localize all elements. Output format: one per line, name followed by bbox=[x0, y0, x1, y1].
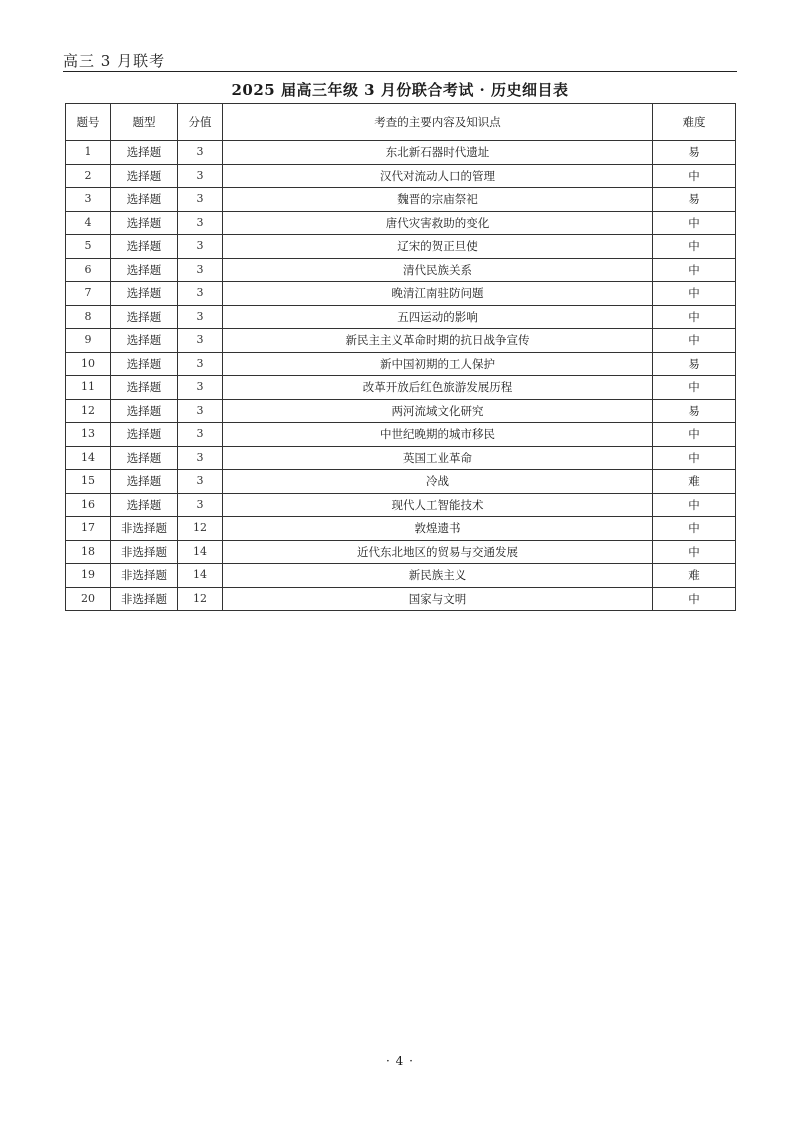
cell-difficulty: 中 bbox=[653, 376, 736, 400]
header-divider bbox=[63, 71, 737, 72]
table-row bbox=[66, 446, 736, 470]
cell-content: 新民族主义 bbox=[223, 564, 653, 588]
cell-number: 10 bbox=[66, 352, 111, 376]
cell-type: 选择题 bbox=[111, 305, 178, 329]
cell-content: 冷战 bbox=[223, 470, 653, 494]
cell-number: 8 bbox=[66, 305, 111, 329]
cell-type: 选择题 bbox=[111, 188, 178, 212]
cell-difficulty: 易 bbox=[653, 141, 736, 165]
cell-type: 非选择题 bbox=[111, 564, 178, 588]
table-row bbox=[66, 376, 736, 400]
table-row bbox=[66, 587, 736, 611]
cell-difficulty: 中 bbox=[653, 305, 736, 329]
table-body bbox=[66, 141, 736, 611]
table-row bbox=[66, 399, 736, 423]
table-row bbox=[66, 540, 736, 564]
cell-content: 近代东北地区的贸易与交通发展 bbox=[223, 540, 653, 564]
cell-number: 7 bbox=[66, 282, 111, 306]
cell-type: 非选择题 bbox=[111, 587, 178, 611]
table-row bbox=[66, 235, 736, 259]
cell-difficulty: 中 bbox=[653, 258, 736, 282]
cell-content: 魏晋的宗庙祭祀 bbox=[223, 188, 653, 212]
cell-score: 3 bbox=[178, 423, 223, 447]
column-header-number: 题号 bbox=[66, 104, 111, 141]
cell-type: 选择题 bbox=[111, 141, 178, 165]
cell-type: 选择题 bbox=[111, 376, 178, 400]
cell-difficulty: 易 bbox=[653, 352, 736, 376]
cell-type: 选择题 bbox=[111, 258, 178, 282]
cell-number: 20 bbox=[66, 587, 111, 611]
cell-difficulty: 中 bbox=[653, 423, 736, 447]
column-header-content: 考查的主要内容及知识点 bbox=[223, 104, 653, 141]
cell-number: 4 bbox=[66, 211, 111, 235]
cell-number: 1 bbox=[66, 141, 111, 165]
cell-content: 辽宋的贺正旦使 bbox=[223, 235, 653, 259]
table-row bbox=[66, 141, 736, 165]
cell-content: 中世纪晚期的城市移民 bbox=[223, 423, 653, 447]
cell-type: 非选择题 bbox=[111, 517, 178, 541]
cell-score: 3 bbox=[178, 305, 223, 329]
cell-score: 12 bbox=[178, 587, 223, 611]
cell-score: 3 bbox=[178, 376, 223, 400]
cell-content: 东北新石器时代遗址 bbox=[223, 141, 653, 165]
cell-type: 选择题 bbox=[111, 493, 178, 517]
cell-number: 6 bbox=[66, 258, 111, 282]
cell-score: 14 bbox=[178, 564, 223, 588]
cell-number: 9 bbox=[66, 329, 111, 353]
cell-score: 3 bbox=[178, 446, 223, 470]
cell-score: 3 bbox=[178, 141, 223, 165]
cell-difficulty: 中 bbox=[653, 446, 736, 470]
cell-score: 14 bbox=[178, 540, 223, 564]
cell-difficulty: 中 bbox=[653, 329, 736, 353]
cell-content: 英国工业革命 bbox=[223, 446, 653, 470]
table-row bbox=[66, 564, 736, 588]
cell-content: 新中国初期的工人保护 bbox=[223, 352, 653, 376]
cell-type: 选择题 bbox=[111, 446, 178, 470]
table-row bbox=[66, 164, 736, 188]
cell-difficulty: 中 bbox=[653, 493, 736, 517]
cell-score: 3 bbox=[178, 493, 223, 517]
cell-score: 3 bbox=[178, 399, 223, 423]
cell-content: 唐代灾害救助的变化 bbox=[223, 211, 653, 235]
table-row bbox=[66, 493, 736, 517]
cell-type: 选择题 bbox=[111, 423, 178, 447]
table-row bbox=[66, 258, 736, 282]
cell-type: 非选择题 bbox=[111, 540, 178, 564]
cell-number: 15 bbox=[66, 470, 111, 494]
table-row bbox=[66, 305, 736, 329]
cell-content: 现代人工智能技术 bbox=[223, 493, 653, 517]
table-row bbox=[66, 282, 736, 306]
cell-difficulty: 难 bbox=[653, 564, 736, 588]
cell-difficulty: 中 bbox=[653, 587, 736, 611]
table-row bbox=[66, 517, 736, 541]
page-number: · 4 · bbox=[386, 1054, 414, 1068]
cell-type: 选择题 bbox=[111, 235, 178, 259]
cell-number: 17 bbox=[66, 517, 111, 541]
cell-score: 12 bbox=[178, 517, 223, 541]
cell-type: 选择题 bbox=[111, 399, 178, 423]
cell-type: 选择题 bbox=[111, 211, 178, 235]
cell-difficulty: 中 bbox=[653, 540, 736, 564]
table-row bbox=[66, 423, 736, 447]
cell-content: 改革开放后红色旅游发展历程 bbox=[223, 376, 653, 400]
cell-difficulty: 难 bbox=[653, 470, 736, 494]
cell-score: 3 bbox=[178, 329, 223, 353]
column-header-score: 分值 bbox=[178, 104, 223, 141]
cell-number: 19 bbox=[66, 564, 111, 588]
cell-score: 3 bbox=[178, 211, 223, 235]
cell-content: 汉代对流动人口的管理 bbox=[223, 164, 653, 188]
cell-type: 选择题 bbox=[111, 470, 178, 494]
table-row bbox=[66, 211, 736, 235]
cell-content: 晚清江南驻防问题 bbox=[223, 282, 653, 306]
cell-type: 选择题 bbox=[111, 282, 178, 306]
cell-content: 国家与文明 bbox=[223, 587, 653, 611]
cell-number: 5 bbox=[66, 235, 111, 259]
exam-detail-table bbox=[65, 103, 736, 611]
table-row bbox=[66, 329, 736, 353]
cell-difficulty: 中 bbox=[653, 211, 736, 235]
cell-number: 13 bbox=[66, 423, 111, 447]
cell-number: 16 bbox=[66, 493, 111, 517]
cell-difficulty: 易 bbox=[653, 188, 736, 212]
running-header: 高三 3 月联考 bbox=[63, 52, 166, 70]
table-row bbox=[66, 352, 736, 376]
table-row bbox=[66, 470, 736, 494]
cell-content: 五四运动的影响 bbox=[223, 305, 653, 329]
cell-type: 选择题 bbox=[111, 352, 178, 376]
cell-score: 3 bbox=[178, 235, 223, 259]
cell-content: 清代民族关系 bbox=[223, 258, 653, 282]
cell-difficulty: 易 bbox=[653, 399, 736, 423]
cell-content: 敦煌遗书 bbox=[223, 517, 653, 541]
column-header-difficulty: 难度 bbox=[653, 104, 736, 141]
document-title: 2025 届高三年级 3 月份联合考试 · 历史细目表 bbox=[231, 81, 569, 99]
cell-score: 3 bbox=[178, 352, 223, 376]
cell-number: 3 bbox=[66, 188, 111, 212]
cell-number: 12 bbox=[66, 399, 111, 423]
cell-score: 3 bbox=[178, 282, 223, 306]
cell-difficulty: 中 bbox=[653, 282, 736, 306]
cell-difficulty: 中 bbox=[653, 235, 736, 259]
cell-score: 3 bbox=[178, 188, 223, 212]
column-header-type: 题型 bbox=[111, 104, 178, 141]
cell-content: 新民主主义革命时期的抗日战争宣传 bbox=[223, 329, 653, 353]
cell-number: 2 bbox=[66, 164, 111, 188]
cell-difficulty: 中 bbox=[653, 517, 736, 541]
table-header-row bbox=[66, 104, 736, 141]
cell-number: 14 bbox=[66, 446, 111, 470]
cell-score: 3 bbox=[178, 470, 223, 494]
cell-difficulty: 中 bbox=[653, 164, 736, 188]
cell-type: 选择题 bbox=[111, 164, 178, 188]
cell-score: 3 bbox=[178, 258, 223, 282]
cell-content: 两河流域文化研究 bbox=[223, 399, 653, 423]
table-row bbox=[66, 188, 736, 212]
cell-type: 选择题 bbox=[111, 329, 178, 353]
cell-number: 11 bbox=[66, 376, 111, 400]
cell-score: 3 bbox=[178, 164, 223, 188]
cell-number: 18 bbox=[66, 540, 111, 564]
